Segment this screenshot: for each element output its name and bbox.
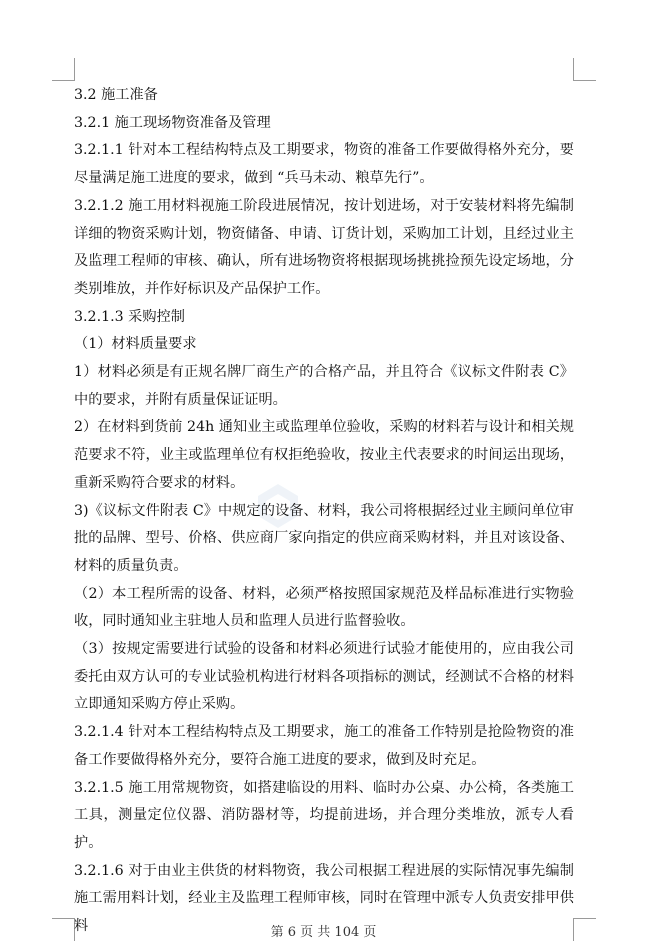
- heading-3-2: 3.2 施工准备: [74, 87, 158, 103]
- paragraph-3-2-1-2: 3.2.1.2 施工用材料视施工阶段进展情况，按计划进场，对于安装材料将先编制详细的物资采购计划，物资储备、申请、订货计划，采购加工计划，且经过业主及监理工程师的审核、确认，所有进场物资将根据现场挑挑捡预先设定场地，分类别堆放，并作好标识及产品保护工作。: [74, 197, 574, 297]
- list-item-1: 1）材料必须是有正规名牌厂商生产的合格产品，并且符合《议标文件附表 C》中的要求，并附有质量保证证明。: [74, 364, 574, 408]
- paragraph-3-2-1-5: 3.2.1.5 施工用常规物资，如搭建临设的用料、临时办公桌、办公椅，各类施工工具，测量定位仪器、消防器材等，均提前进场，并合理分类堆放，派专人看护。: [74, 779, 574, 851]
- heading-3-2-1: 3.2.1 施工现场物资准备及管理: [74, 114, 271, 131]
- paragraph-item-3: （3）按规定需要进行试验的设备和材料必须进行试验才能使用的，应由我公司委托由双方认可的专业试验机构进行材料各项指标的测试，经测试不合格的材料立即通知采购方停止采购。: [74, 641, 574, 713]
- paragraph-3-2-1-4: 3.2.1.4 针对本工程结构特点及工期要求，施工的准备工作特别是抢险物资的准备工作要做得格外充分，要符合施工进度的要求，做到及时充足。: [74, 724, 574, 768]
- list-item-2: 2）在材料到货前 24h 通知业主或监理单位验收，采购的材料若与设计和相关规范要求不符，业主或监理单位有权拒绝验收，按业主代表要求的时间运出现场，重新采购符合要求的材料。: [74, 419, 574, 491]
- subheading-material-quality: （1）材料质量要求: [74, 336, 197, 353]
- paragraph-3-2-1-1: 3.2.1.1 针对本工程结构特点及工期要求，物资的准备工作要做得格外充分，要尽量满足施工进度的要求，做到 “兵马未动、粮草先行”。: [74, 142, 574, 187]
- list-item-3: 3)《议标文件附表 C》中规定的设备、材料，我公司将根据经过业主顾问单位审批的品牌、型号、价格、供应商厂家向指定的供应商采购材料，并且对该设备、材料的质量负责。: [74, 502, 574, 574]
- crop-mark-top-left: [52, 58, 75, 81]
- paragraph-3-2-1-6: 3.2.1.6 对于由业主供货的材料物资，我公司根据工程进展的实际情况事先编制施工需用料计划，经业主及监理工程师审核，同时在管理中派专人负责安排甲供料: [74, 862, 574, 935]
- page-footer: 第 6 页 共 104 页: [270, 925, 377, 940]
- heading-3-2-1-3: 3.2.1.3 采购控制: [74, 308, 185, 325]
- document-body: [74, 82, 574, 941]
- crop-mark-top-right: [573, 58, 596, 81]
- paragraph-item-2: （2）本工程所需的设备、材料，必须严格按照国家规范及样品标准进行实物验收，同时通知业主驻地人员和监理人员进行监督验收。: [74, 585, 574, 630]
